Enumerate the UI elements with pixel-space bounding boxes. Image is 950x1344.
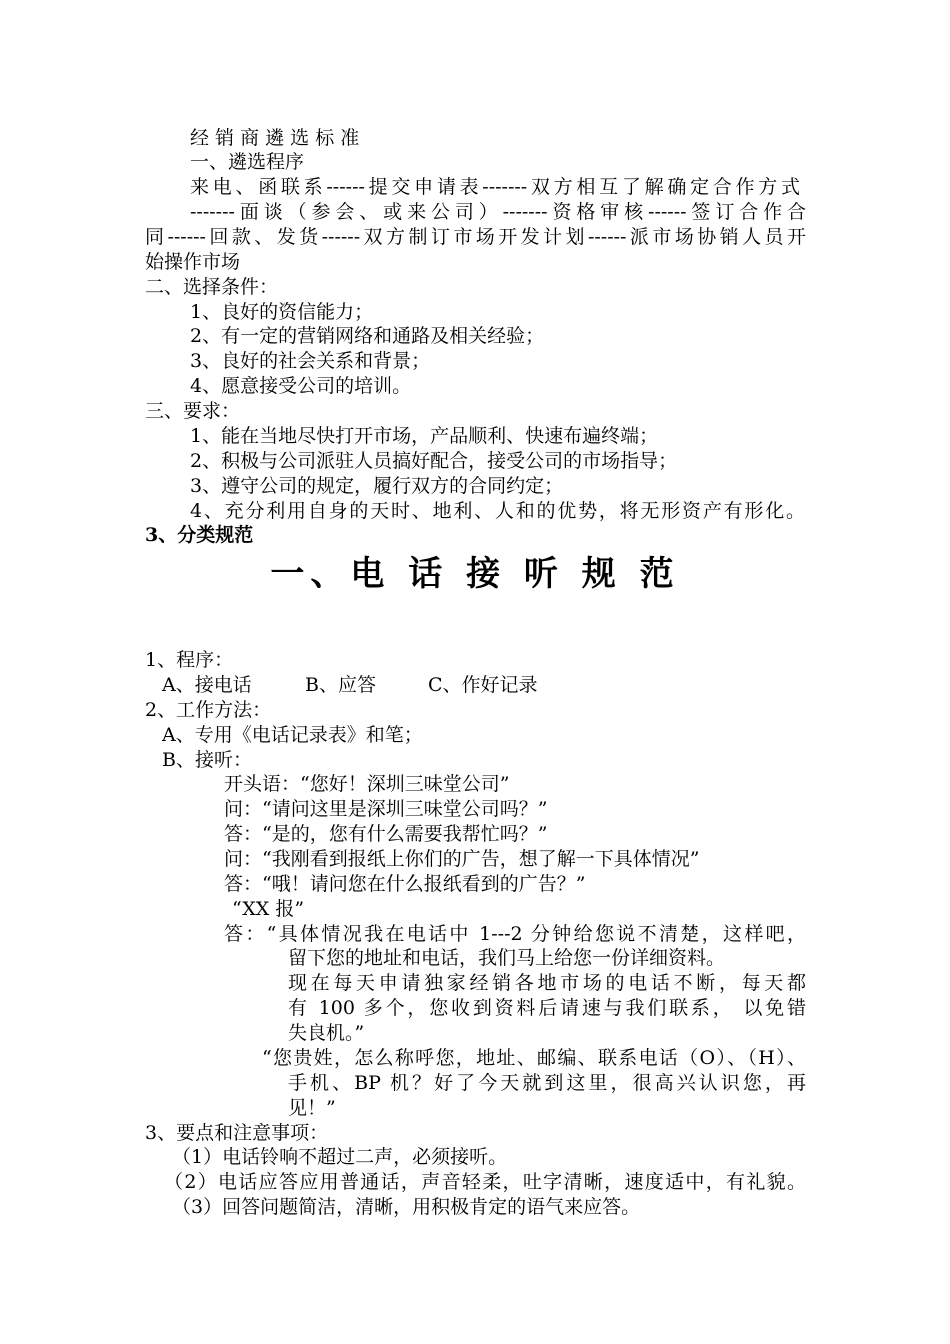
work-method-heading: 2、工作方法： [145,699,272,721]
procedure-line-3: 同------回款、发货------双方制订市场开发计划------派市场协销人员开 [145,226,806,248]
requirement-item: 1、能在当地尽快打开市场，产品顺利、快速布遍终端； [190,425,659,447]
phone-step-b: B、应答 [305,674,376,696]
category-heading: 3、分类规范 [145,524,254,546]
dialog-answer-line: 失良机。” [288,1022,365,1044]
condition-item: 4、愿意接受公司的培训。 [190,375,412,397]
section-heading-1: 一、遴选程序 [190,151,305,173]
method-b: B、接听： [162,749,252,771]
note-item: （1）电话铃响不超过二声，必须接听。 [172,1146,508,1168]
dialog-answer-line: 答：“具体情况我在电话中 1---2 分钟给您说不清楚，这样吧， [224,923,806,945]
condition-item: 1、良好的资信能力； [190,301,374,323]
phone-program-heading: 1、程序： [145,649,234,671]
dialog-ask-line: “您贵姓，怎么称呼您，地址、邮编、联系电话（O）、（H）、 [262,1047,806,1069]
requirement-item: 2、积极与公司派驻人员搞好配合，接受公司的市场指导； [190,450,678,472]
dialog-line: 答：“哦！请问您在什么报纸看到的广告？” [224,873,586,895]
condition-item: 3、良好的社会关系和背景； [190,350,431,372]
dialog-line: “XX 报” [232,898,305,920]
phone-step-a: A、接电话 [162,674,252,696]
dialog-ask-line: 见！” [288,1097,336,1119]
dialog-line: 答：“是的，您有什么需要我帮忙吗？” [224,823,548,845]
dialog-answer-line: 有 100 多个，您收到资料后请速与我们联系， 以免错 [288,997,806,1019]
notes-heading: 3、要点和注意事项： [145,1122,329,1144]
phone-step-c: C、作好记录 [428,674,538,696]
section-heading-3: 三、要求： [145,400,241,422]
condition-item: 2、有一定的营销网络和通路及相关经验； [190,325,545,347]
method-a: A、专用《电话记录表》和笔； [162,724,423,746]
requirement-item: 4、充分利用自身的天时、地利、人和的优势，将无形资产有形化。 [190,500,805,522]
section-heading-2: 二、选择条件： [145,276,279,298]
dialog-answer-line: 现在每天申请独家经销各地市场的电话不断，每天都 [288,972,806,994]
note-item: （3）回答问题简洁，清晰，用积极肯定的语气来应答。 [172,1196,641,1218]
procedure-line-2: -------面谈（参会、或来公司）-------资格审核------签订合作合 [190,201,806,223]
dialog-ask-line: 手机、BP 机？好了今天就到这里，很高兴认识您，再 [288,1072,806,1094]
dialog-answer-line: 留下您的地址和电话，我们马上给您一份详细资料。 [288,947,726,969]
dialog-line: 问：“我刚看到报纸上你们的广告，想了解一下具体情况” [224,848,700,870]
procedure-line-1: 来电、函联系------提交申请表-------双方相互了解确定合作方式 [190,176,800,198]
dialog-line: 问：“请问这里是深圳三味堂公司吗？” [224,798,548,820]
requirement-item: 3、遵守公司的规定，履行双方的合同约定； [190,475,564,497]
dialog-line: 开头语：“您好！深圳三味堂公司” [224,773,510,795]
procedure-line-4: 始操作市场 [145,251,241,273]
section-title: 一、电 话 接 听 规 范 [270,554,680,594]
note-item: （2）电话应答应用普通话，声音轻柔，吐字清晰，速度适中，有礼貌。 [164,1171,806,1193]
doc-title: 经 销 商 遴 选 标 准 [190,127,360,149]
